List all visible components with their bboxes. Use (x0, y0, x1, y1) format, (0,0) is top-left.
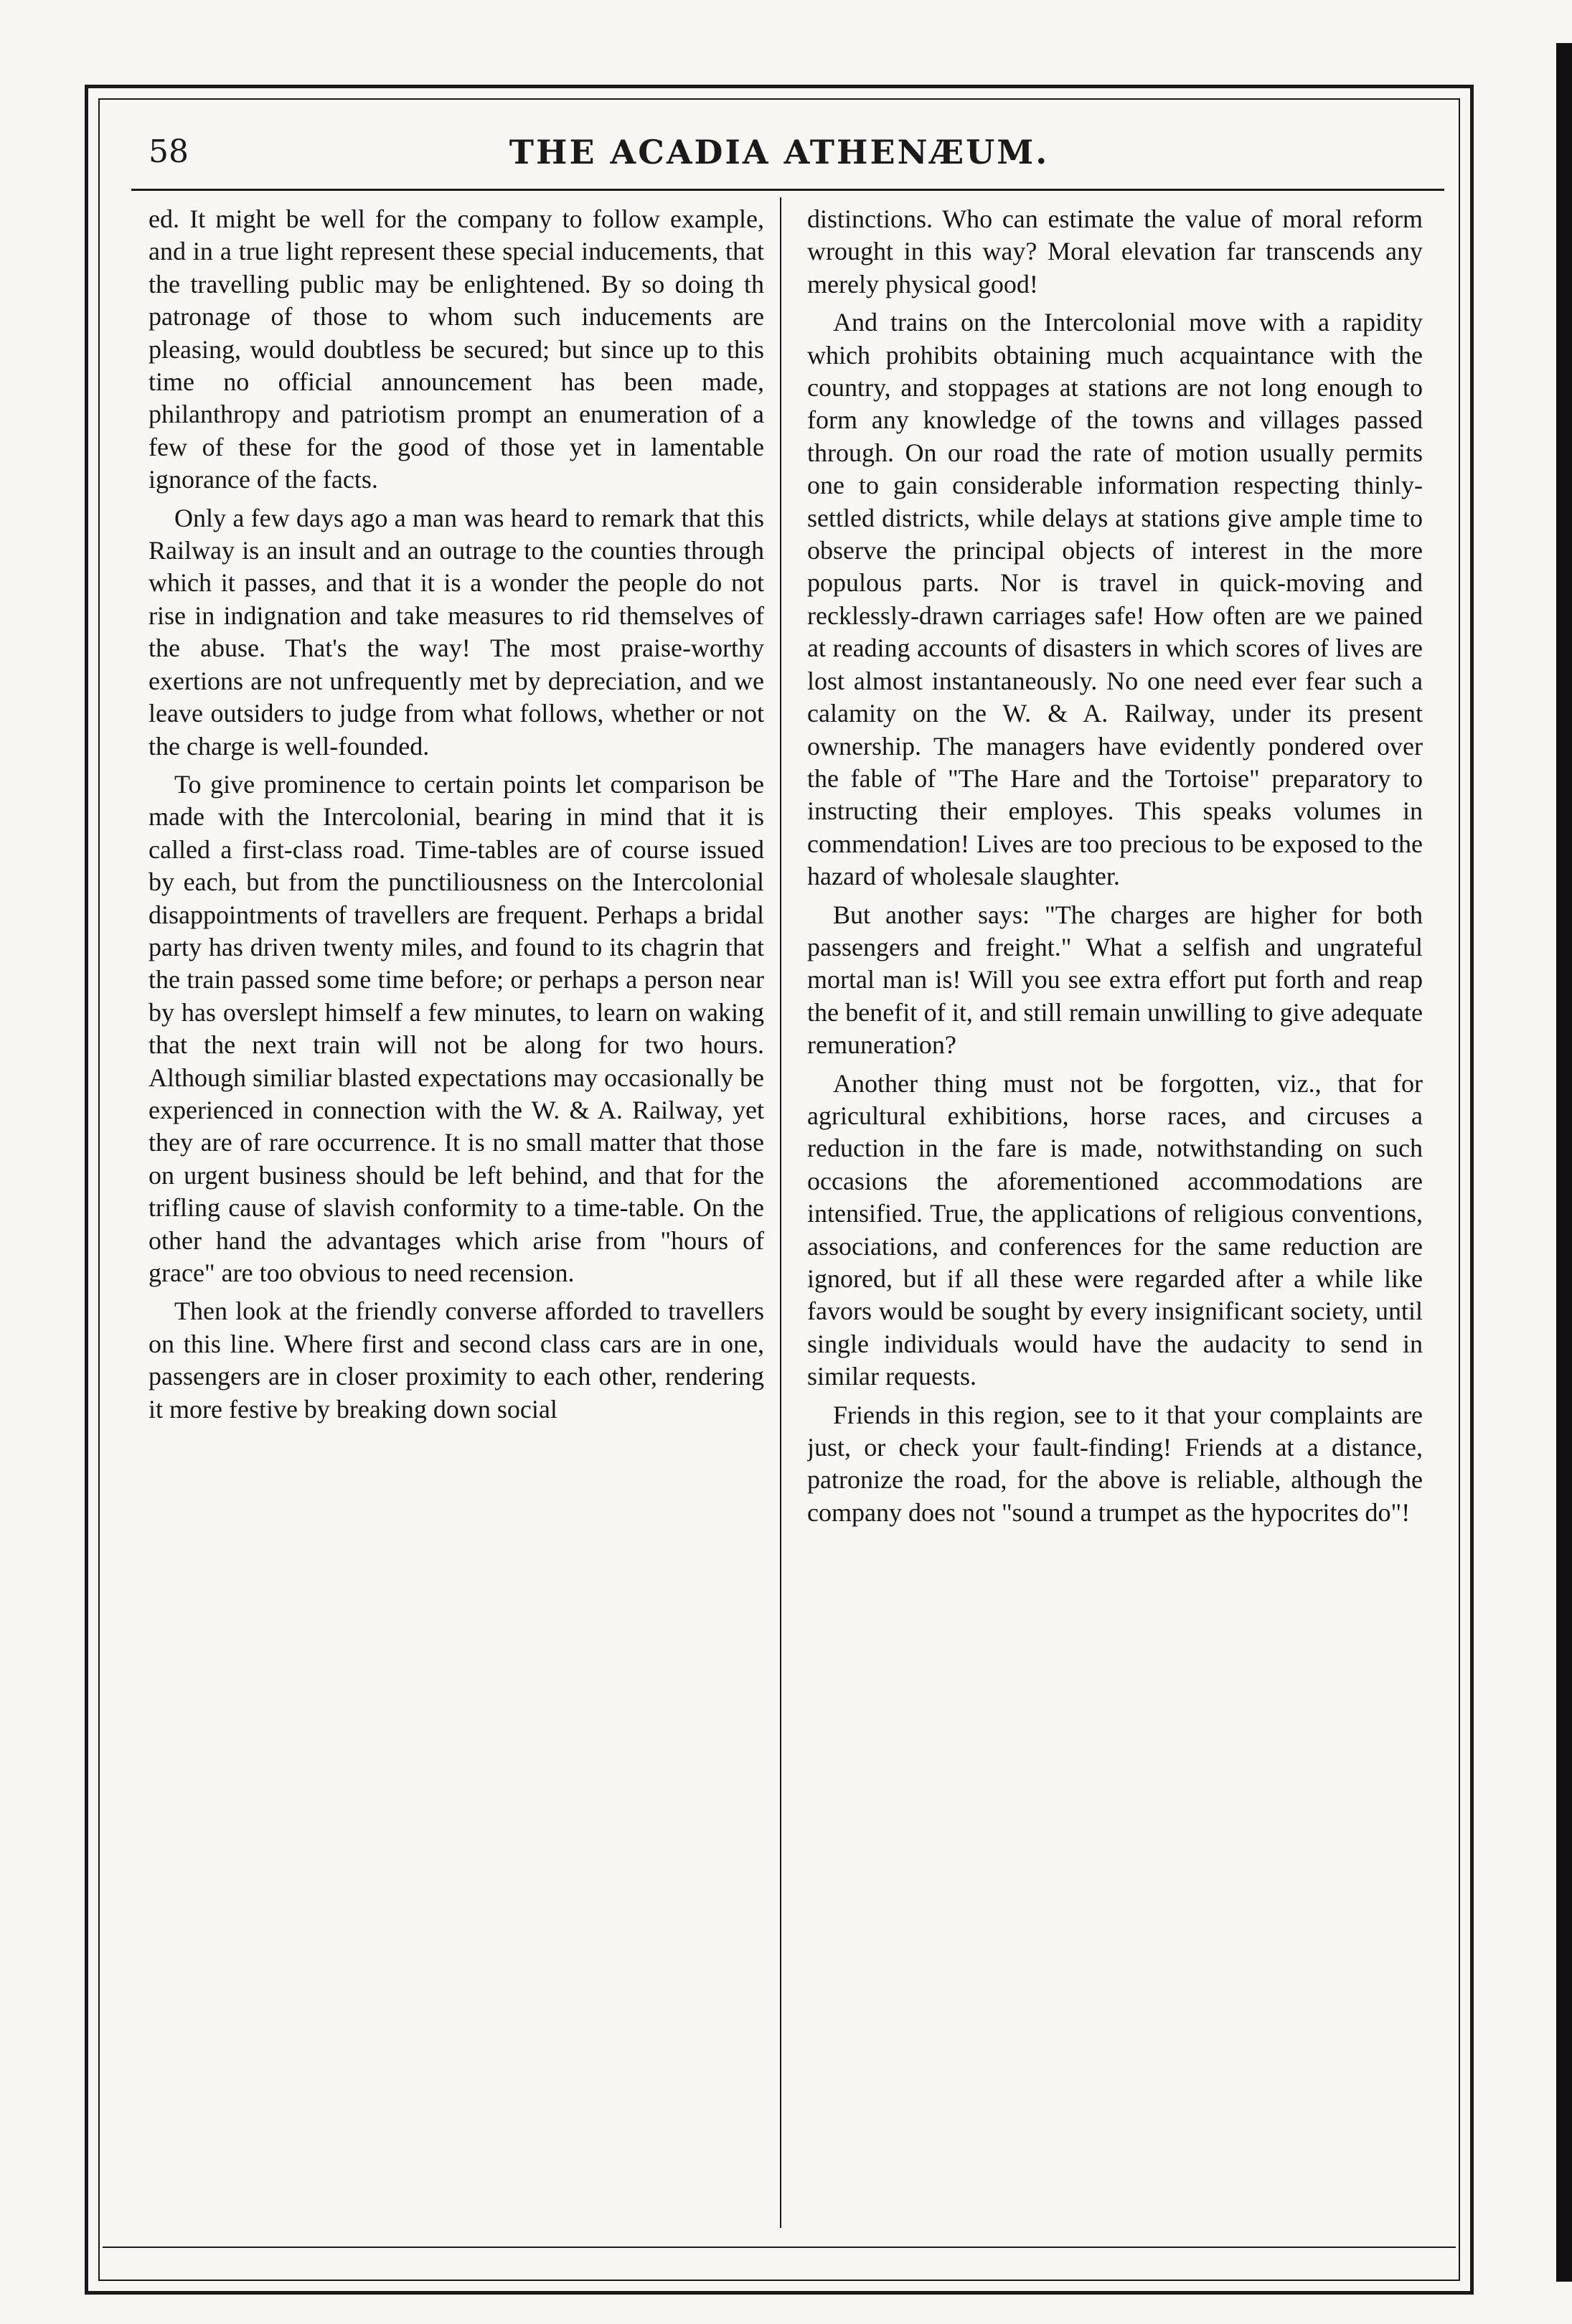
header-rule (131, 189, 1444, 191)
paragraph: ed. It might be well for the company to follow example, and in a true light represent these special inducements, that the travelling public may be enlightened. By so doing th patronage of those to whom such inducements are pleasing, would doubtless be secured; but since up to this time no official announcement has been made, philanthropy and patriotism prompt an enumeration of a few of these for the good of those yet in lamentable ignorance of the facts. (149, 204, 764, 494)
paragraph: Friends in this region, see to it that your complaints are just, or check your fault-finding! Friends at a distance, patronize the road, for the above is reliable, although the company does not "sound a trumpet as the hypocrites do"! (807, 1400, 1423, 1527)
left-column (149, 203, 764, 2226)
page-frame (85, 85, 1474, 2295)
page-header (149, 120, 1410, 184)
paragraph: distinctions. Who can estimate the value of moral reform wrought in this way? Moral elevation far transcends any merely physical good! (807, 204, 1423, 298)
running-title: THE ACADIA ATHENÆUM. (509, 133, 1050, 171)
paragraph: But another says: "The charges are higher for both passengers and freight." What a selfish and ungrateful mortal man is! Will you see extra effort put forth and reap the benefit of it, and still remain unwilling to give adequate remuneration? (807, 900, 1423, 1060)
paragraph: Another thing must not be forgotten, viz., that for agricultural exhibitions, horse races, and circuses a reduction in the fare is made, notwithstanding on such occasions the aforementioned accommodations are intensified. True, the applications of religious conventions, associations, and conferences for the same reduction are ignored, but if all these were regarded after a while like favors would be sought by every insignificant society, until single individuals would have the audacity to send in similar requests. (807, 1068, 1423, 1391)
paragraph: Only a few days ago a man was heard to remark that this Railway is an insult and an outrage to the counties through which it passes, and that it is a wonder the people do not rise in indignation and take measures to rid themselves of the abuse. That's the way! The most praise-worthy exertions are not unfrequently met by depreciation, and we leave outsiders to judge from what follows, whether or not the charge is well-founded. (149, 503, 764, 761)
bottom-rule (103, 2247, 1456, 2248)
page-number: 58 (149, 133, 189, 170)
column-divider (780, 197, 781, 2228)
paragraph: To give prominence to certain points let comparison be made with the Intercolonial, bearing in mind that it is called a first-class road. Time-tables are of course issued by each, but from the punctiliousness on the Intercolonial disappointments of travellers are frequent. Perhaps a bridal party has driven twenty miles, and found to its chagrin that the train passed some time before; or perhaps a person near by has overslept himself a few minutes, to learn on waking that the next train will not be along for two hours. Although similiar blasted expectations may occasionally be experienced in connection with the W. & A. Railway, yet they are of rare occurrence. It is no small matter that those on urgent business should be left behind, and that for the trifling cause of slavish conformity to a time-table. On the other hand the advantages which arise from "hours of grace" are too obvious to need recension. (149, 769, 764, 1287)
scan-edge-bar (1556, 43, 1572, 2282)
paragraph: Then look at the friendly converse afforded to travellers on this line. Where first and second class cars are in one, passengers are in closer proximity to each other, rendering it more festive by breaking down social (149, 1297, 764, 1424)
paragraph: And trains on the Intercolonial move with a rapidity which prohibits obtaining much acquaintance with the country, and stoppages at stations are not long enough to form any knowledge of the towns and villages passed through. On our road the rate of motion usually permits one to gain considerable information respecting thinly-settled districts, while delays at stations give ample time to observe the principal objects of interest in the more populous parts. Nor is travel in quick-moving and recklessly-drawn carriages safe! How often are we pained at reading accounts of disasters in which scores of lives are lost almost instantaneously. No one need ever fear such a calamity on the W. & A. Railway, under its present ownership. The managers have evidently pondered over the fable of "The Hare and the Tortoise" preparatory to instructing their employes. This speaks volumes in commendation! Lives are too precious to be exposed to the hazard of wholesale slaughter. (807, 308, 1423, 891)
right-column (807, 203, 1423, 2226)
